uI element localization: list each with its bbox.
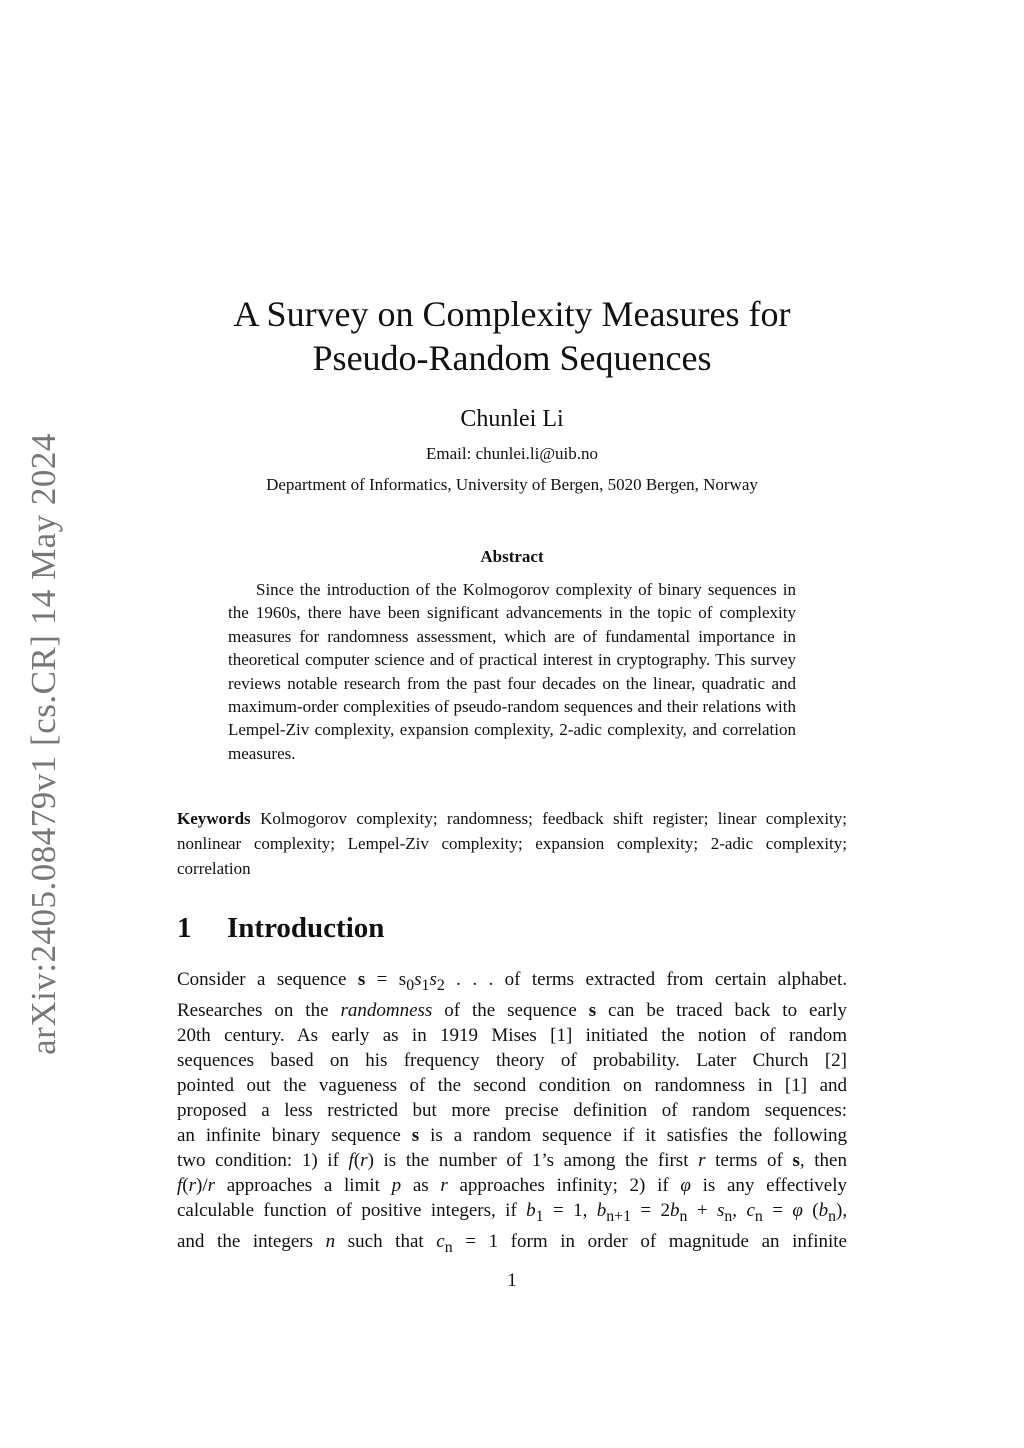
intro-line: two condition: 1) if f(r) is the number of 1’s among the first r terms of s, then <box>177 1149 847 1171</box>
author-email: Email: chunlei.li@uib.no <box>426 444 598 463</box>
intro-line: f(r)/r approaches a limit p as r approaches infinity; 2) if φ is any effectively <box>177 1174 847 1196</box>
section-number: 1 <box>177 912 192 944</box>
keywords-text: Kolmogorov complexity; randomness; feedback shift register; linear complexity; nonlinear complexity; Lempel-Ziv complexity; expansion complexity; 2-adic complexity; correlation <box>177 809 847 878</box>
intro-line: an infinite binary sequence s is a random sequence if it satisfies the following <box>177 1124 847 1146</box>
author-affiliation: Department of Informatics, University of Bergen, 5020 Bergen, Norway <box>266 475 758 494</box>
intro-line: Researches on the randomness of the sequence s can be traced back to early <box>177 999 847 1021</box>
section-title: Introduction <box>227 912 385 944</box>
intro-line: pointed out the vagueness of the second condition on randomness in [1] and <box>177 1074 847 1096</box>
keywords-block <box>177 806 847 881</box>
keywords-label: Keywords <box>177 809 251 828</box>
author-name: Chunlei Li <box>460 406 564 432</box>
intro-line: Consider a sequence $s = s_0s_1s_2$ . . . of terms extracted from certain alphabet. <box>177 969 848 994</box>
intro-line: sequences based on his frequency theory of probability. Later Church [2] <box>177 1049 847 1071</box>
abstract-heading: Abstract <box>480 547 544 566</box>
title-line-2: Pseudo-Random Sequences <box>312 338 712 378</box>
title-line-1: A Survey on Complexity Measures for <box>233 294 791 334</box>
page-number: 1 <box>507 1270 517 1291</box>
intro-line: proposed a less restricted but more precise definition of random sequences: <box>177 1099 847 1121</box>
paper-title <box>0 292 1024 380</box>
section-heading <box>177 912 384 945</box>
arxiv-identifier: arXiv:2405.08479v1 [cs.CR] 14 May 2024 <box>24 433 63 1055</box>
intro-line: 20th century. As early as in 1919 Mises [1] initiated the notion of random <box>177 1024 847 1046</box>
abstract-text: Since the introduction of the Kolmogorov complexity of binary sequences in the 1960s, there have been significant advancements in the topic of complexity measures for randomness assessment, which are of fundamental importance in theoretical computer science and of practical interest in cryptography. This survey reviews notable research from the past four decades on the linear, quadratic and maximum-order complexities of pseudo-random sequences and their relations with Lempel-Ziv complexity, expansion complexity, 2-adic complexity, and correlation measures. <box>228 580 796 763</box>
intro-line: calculable function of positive integers, if $b_1 = 1$, $b_{n+1} = 2b_n + s_n$, $c_n = \varphi$ $(b_n)$, <box>177 1199 848 1225</box>
intro-line: and the integers n such that $c_n = 1$ form in order of magnitude an infinite <box>177 1230 847 1256</box>
introduction-paragraph <box>177 967 847 1259</box>
